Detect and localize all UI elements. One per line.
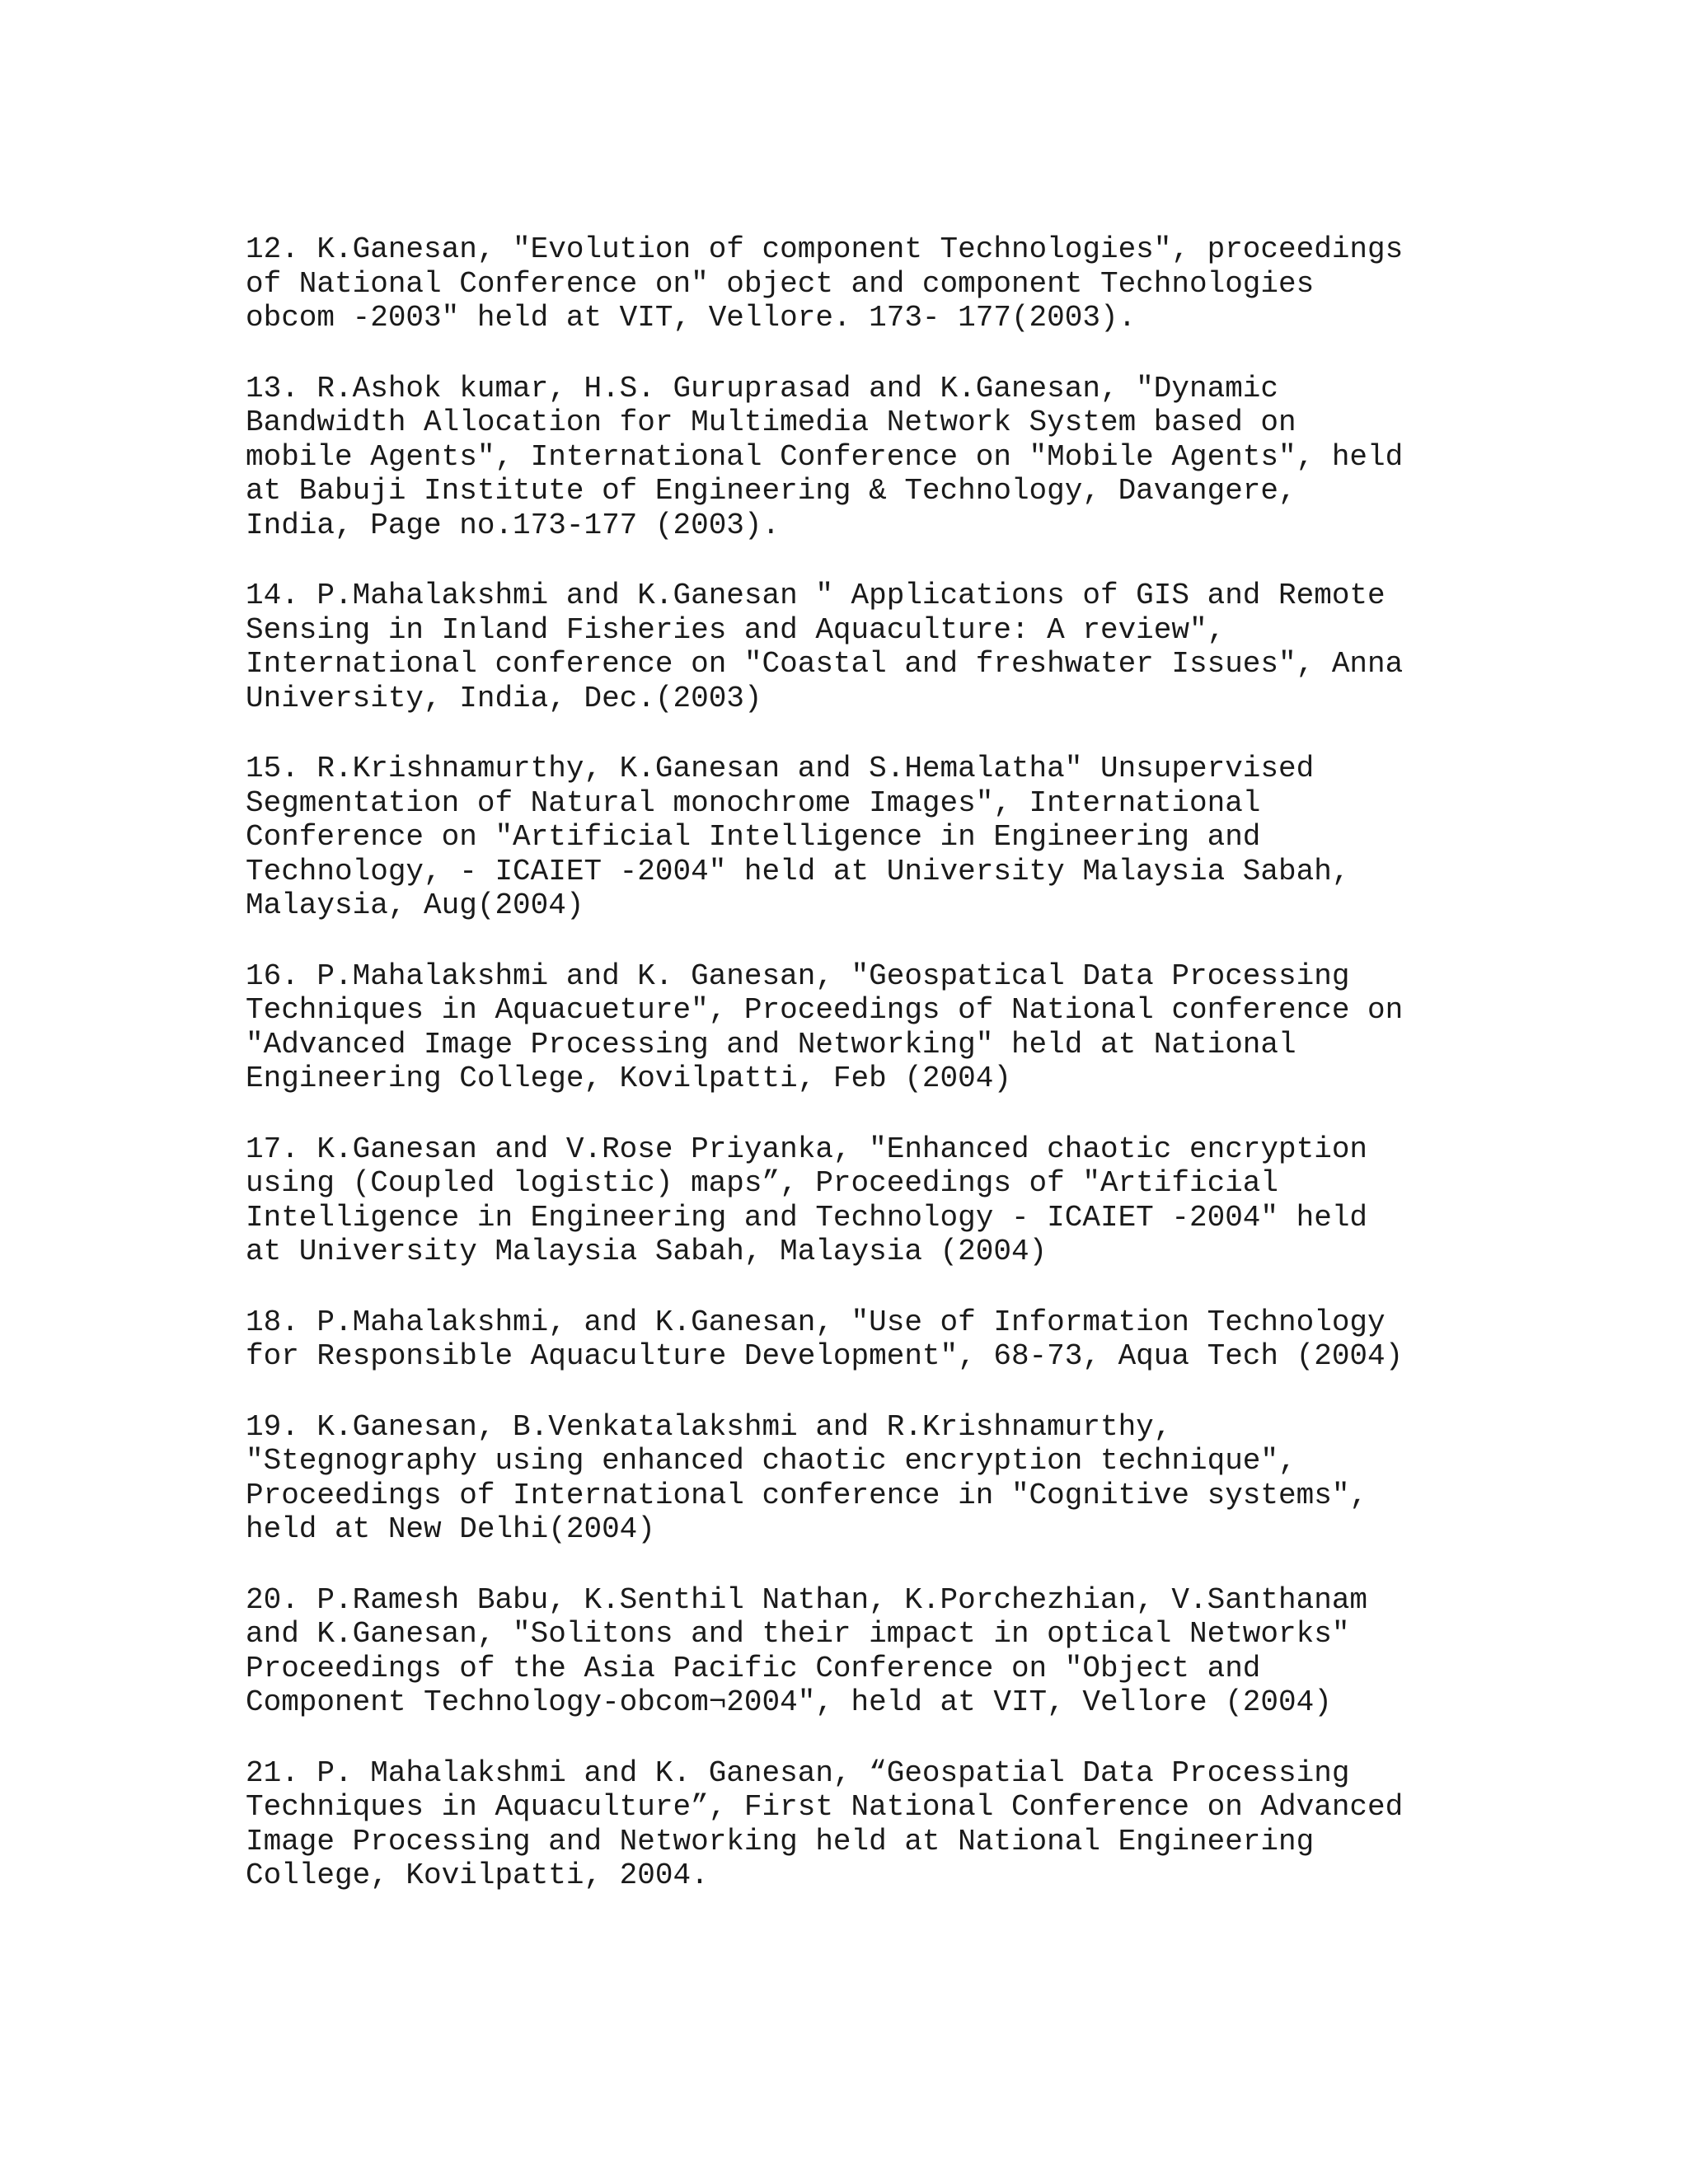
reference-item bbox=[246, 1583, 1449, 1720]
reference-item bbox=[246, 1305, 1449, 1374]
reference-line: obcom -2003" held at VIT, Vellore. 173- 177(2003). bbox=[246, 301, 1137, 335]
reference-line: 13. R.Ashok kumar, H.S. Guruprasad and K.Ganesan, "Dynamic bbox=[246, 371, 1279, 405]
reference-line: 15. R.Krishnamurthy, K.Ganesan and S.Hemalatha" Unsupervised bbox=[246, 752, 1315, 785]
reference-line: International conference on "Coastal and freshwater Issues", Anna bbox=[246, 647, 1404, 681]
reference-line: held at New Delhi(2004) bbox=[246, 1512, 655, 1546]
reference-item bbox=[246, 1756, 1449, 1893]
reference-item bbox=[246, 1410, 1449, 1547]
reference-line: 16. P.Mahalakshmi and K. Ganesan, "Geospatical Data Processing bbox=[246, 958, 1350, 993]
reference-line: at Babuji Institute of Engineering & Technology, Davangere, bbox=[246, 474, 1296, 508]
reference-line: 14. P.Mahalakshmi and K.Ganesan " Applications of GIS and Remote bbox=[246, 579, 1386, 612]
reference-line: Proceedings of the Asia Pacific Conference on "Object and bbox=[246, 1651, 1261, 1685]
reference-line: Techniques in Aquacueture", Proceedings of National conference on bbox=[246, 993, 1404, 1027]
reference-line: of National Conference on" object and component Technologies bbox=[246, 266, 1315, 301]
reference-line: Engineering College, Kovilpatti, Feb (2004) bbox=[246, 1062, 1011, 1095]
reference-line: "Advanced Image Processing and Networking" held at National bbox=[246, 1027, 1296, 1062]
reference-line: 21. P. Mahalakshmi and K. Ganesan, “Geospatial Data Processing bbox=[246, 1755, 1350, 1790]
reference-line: Proceedings of International conference in "Cognitive systems", bbox=[246, 1478, 1368, 1512]
reference-line: Technology, - ICAIET -2004" held at University Malaysia Sabah, bbox=[246, 854, 1350, 888]
reference-line: Sensing in Inland Fisheries and Aquaculture: A review", bbox=[246, 612, 1226, 647]
reference-item bbox=[246, 752, 1449, 923]
reference-line: India, Page no.173-177 (2003). bbox=[246, 508, 781, 542]
reference-item bbox=[246, 579, 1449, 715]
reference-item bbox=[246, 1132, 1449, 1269]
reference-line: Image Processing and Networking held at National Engineering bbox=[246, 1824, 1315, 1858]
reference-item bbox=[246, 232, 1449, 335]
reference-line: 18. P.Mahalakshmi, and K.Ganesan, "Use of Information Technology bbox=[246, 1305, 1386, 1339]
reference-line: using (Coupled logistic) maps”, Proceedings of "Artificial bbox=[246, 1166, 1279, 1200]
reference-item bbox=[246, 959, 1449, 1096]
reference-line: for Responsible Aquaculture Development", 68-73, Aqua Tech (2004) bbox=[246, 1339, 1404, 1373]
reference-line: 19. K.Ganesan, B.Venkatalakshmi and R.Krishnamurthy, bbox=[246, 1409, 1172, 1444]
reference-line: Conference on "Artificial Intelligence in Engineering and bbox=[246, 820, 1261, 854]
reference-line: 12. K.Ganesan, "Evolution of component Technologies", proceedings bbox=[246, 232, 1404, 266]
reference-line: Component Technology-obcom¬2004", held at VIT, Vellore (2004) bbox=[246, 1685, 1332, 1719]
reference-line: University, India, Dec.(2003) bbox=[246, 681, 762, 715]
reference-list bbox=[246, 232, 1449, 1929]
reference-item bbox=[246, 372, 1449, 543]
reference-line: Segmentation of Natural monochrome Images", International bbox=[246, 785, 1261, 820]
reference-line: 17. K.Ganesan and V.Rose Priyanka, "Enhanced chaotic encryption bbox=[246, 1132, 1368, 1166]
reference-line: at University Malaysia Sabah, Malaysia (2004) bbox=[246, 1235, 1048, 1268]
reference-line: Bandwidth Allocation for Multimedia Network System based on bbox=[246, 405, 1296, 439]
reference-line: Techniques in Aquaculture”, First National Conference on Advanced bbox=[246, 1790, 1404, 1824]
reference-line: College, Kovilpatti, 2004. bbox=[246, 1858, 709, 1892]
reference-line: and K.Ganesan, "Solitons and their impact in optical Networks" bbox=[246, 1617, 1350, 1651]
reference-line: "Stegnography using enhanced chaotic encryption technique", bbox=[246, 1444, 1296, 1478]
reference-line: Malaysia, Aug(2004) bbox=[246, 888, 584, 922]
reference-line: Intelligence in Engineering and Technology - ICAIET -2004" held bbox=[246, 1200, 1368, 1235]
reference-line: mobile Agents", International Conference on "Mobile Agents", held bbox=[246, 439, 1404, 474]
reference-line: 20. P.Ramesh Babu, K.Senthil Nathan, K.Porchezhian, V.Santhanam bbox=[246, 1582, 1368, 1617]
